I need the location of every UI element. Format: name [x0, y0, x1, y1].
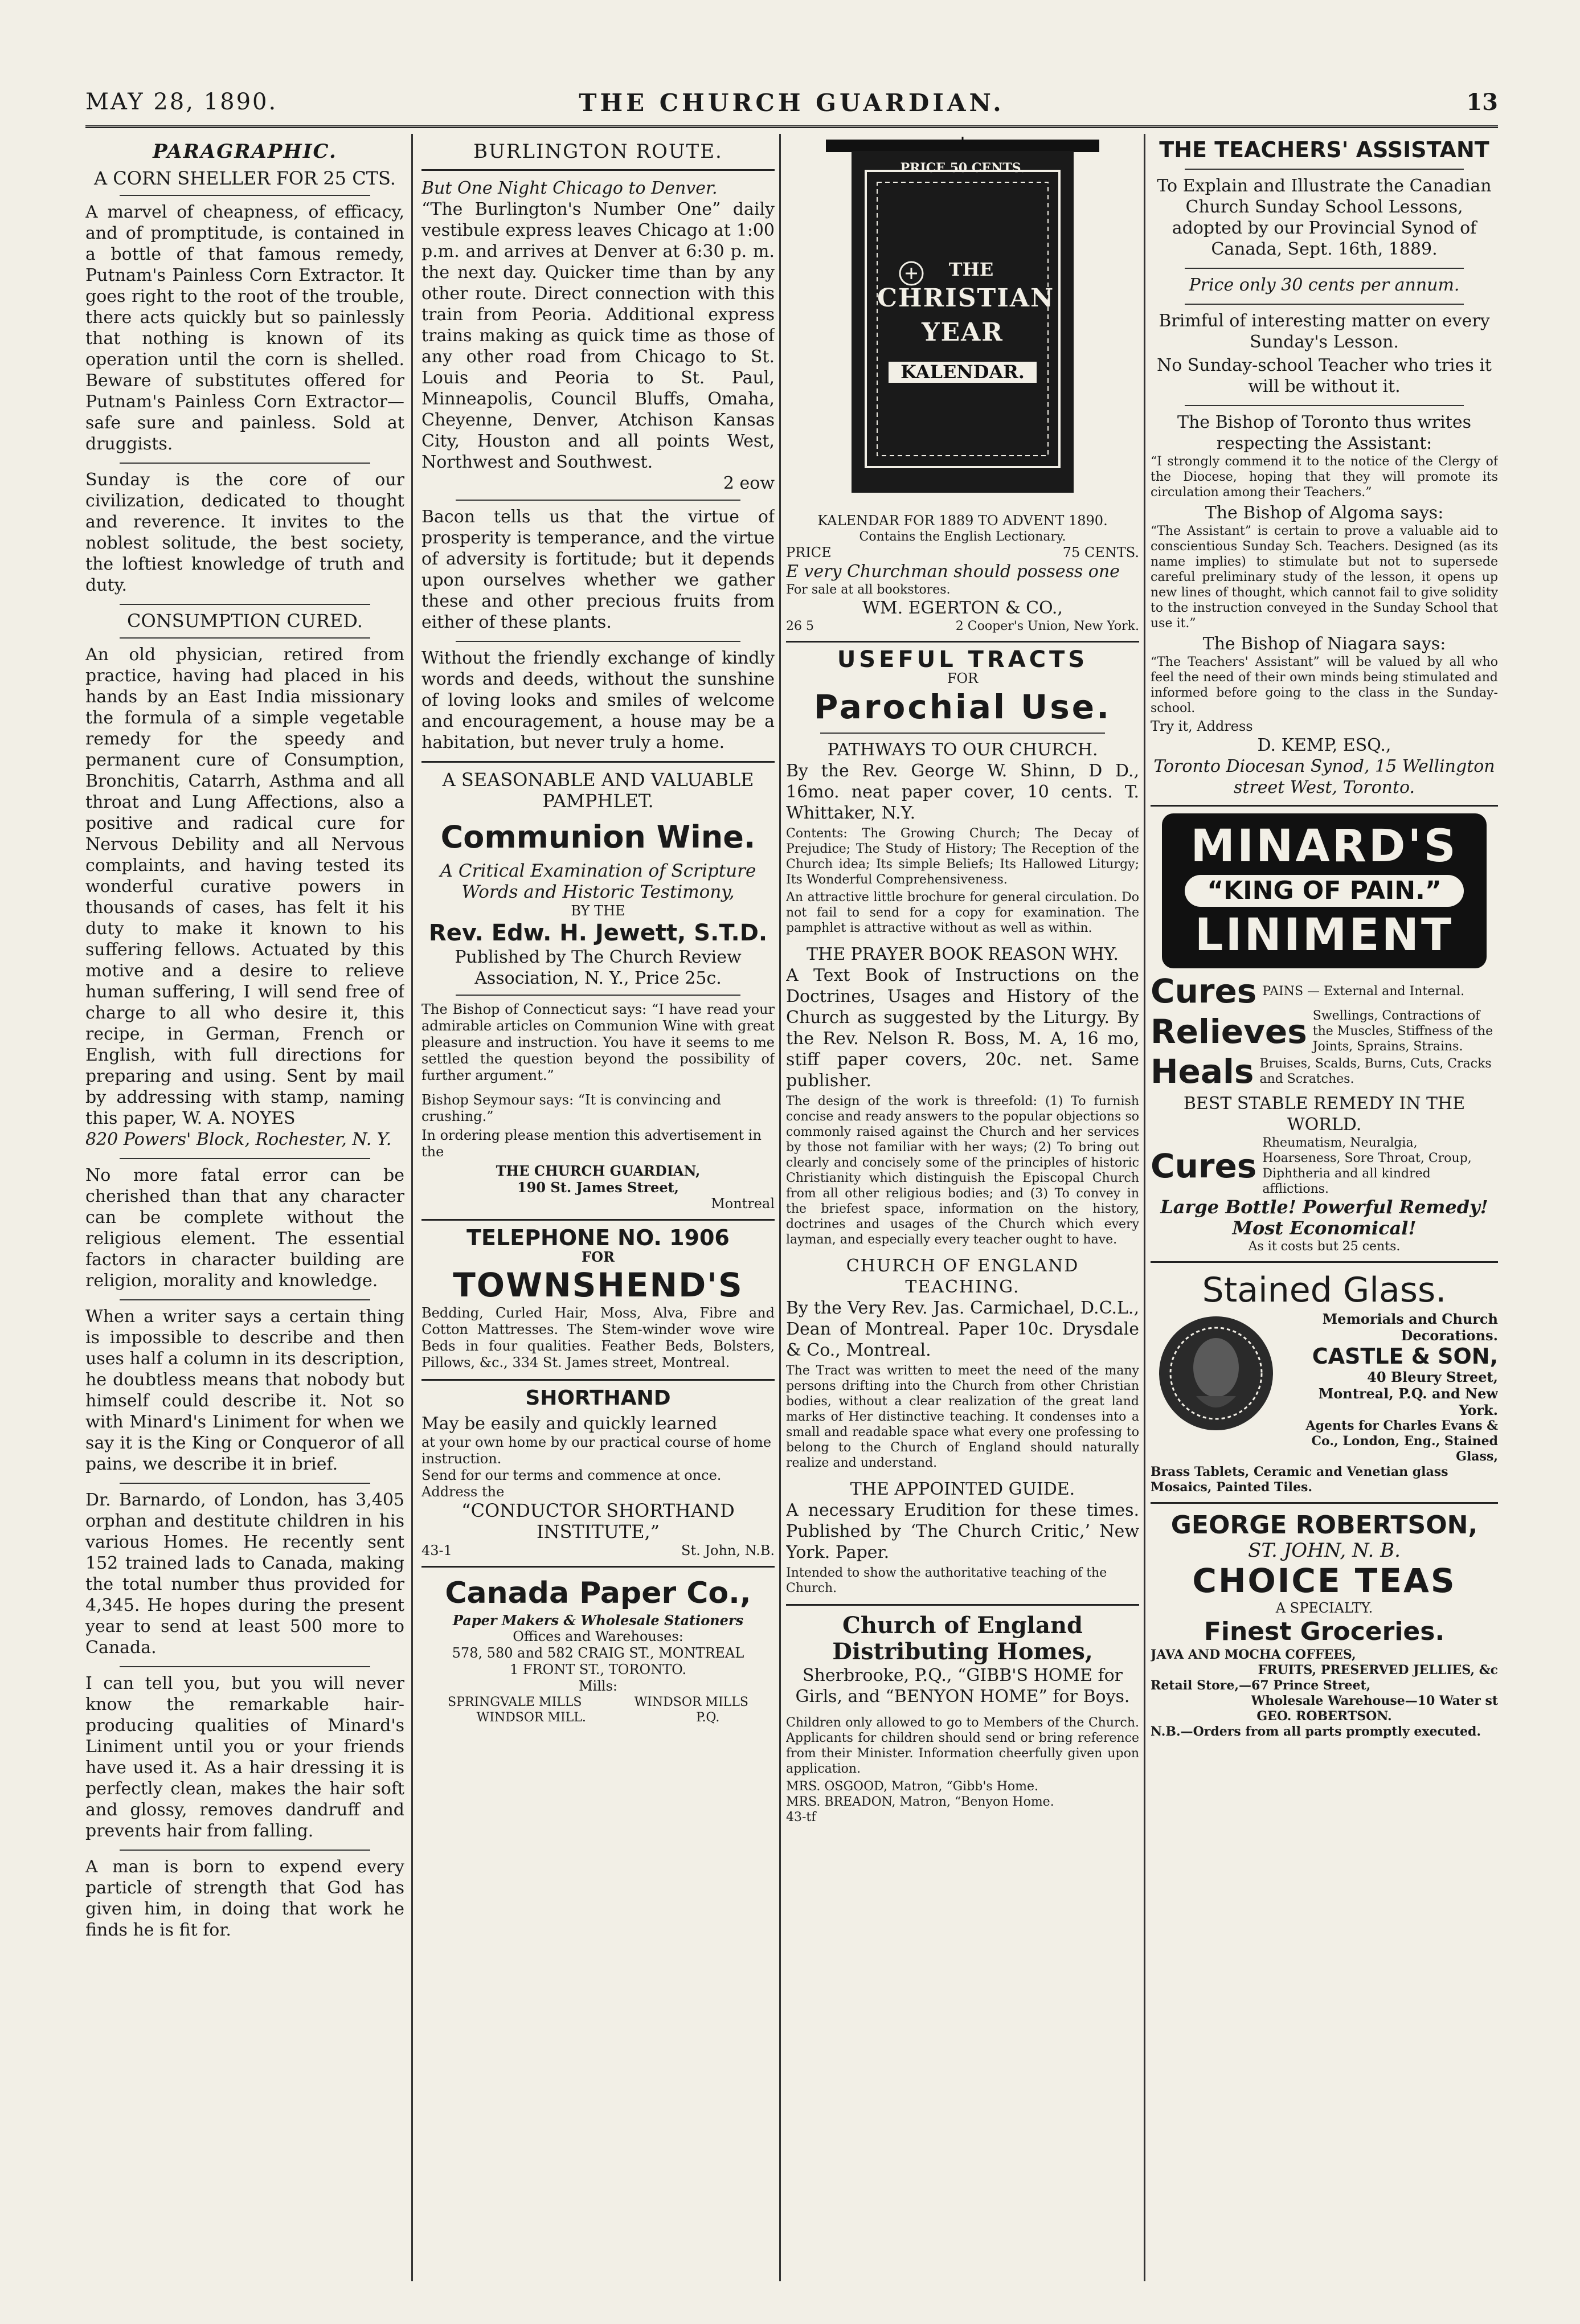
ad-body: “The Burlington's Number One” daily vestibule express leaves Chicago at 1:00 p.m. and arrives at Denver at 6:30 p. m. the next day. Quicker time than by any other route. Direct connection with this train from Peoria. Additional express trains making as quick time as those of any other road from Chicago to St. Louis and Peoria to St. Paul, Minneapolis, Council Bluffs, Omaha, Cheyenne, Denver, Atchison Kansas City, Houston and all points West, Northwest and Southwest.	[421, 199, 775, 472]
ad-headline: Canada Paper Co.,	[445, 1576, 751, 1610]
tract-note: The Tract was written to meet the need of the many persons drifting into the Church from other Christian bodies, without a clear realization of the great land marks of Her distinctive teaching. It condenses into a small and readable space what every one professing to belong to the Church of England should naturally realize and understand.	[786, 1364, 1139, 1470]
ad-address: Toronto Diocesan Synod, 15 Wellington street West, Toronto.	[1153, 756, 1495, 797]
ad-paper-name: THE CHURCH GUARDIAN,	[496, 1163, 701, 1179]
minards-row	[1151, 1054, 1498, 1089]
article-title: A CORN SHELLER FOR 25 CTS.	[94, 167, 396, 189]
article-address: 820 Powers' Block, Rochester, N. Y.	[85, 1130, 392, 1149]
calendar-the: THE	[948, 259, 994, 280]
tract-note: The design of the work is threefold: (1) To furnish concise and ready answers to the popular objections so commonly raised against the Church and her services by those not familiar with her ways; (2) To bring out clearly and concisely some of the principles of historic Christianity which distinguish the Episcopal Church from all other religious bodies; and (3) To convey in the briefest space, information on the history, doctrines and usages of the Church which every layman, and especially every teacher ought to have.	[786, 1094, 1139, 1247]
grocer-teas: CHOICE TEAS	[1192, 1561, 1456, 1600]
ad-mills	[421, 1695, 775, 1710]
ad-small: Mills:	[578, 1678, 617, 1694]
bishop-quote: “The Assistant” is certain to prove a valuable aid to conscientious Sunday Sch. Teachers. Designed (as its name implies) to stimulate but not to supersede careful preliminary study of the lesson, it opens up new lines of thought, which cannot fail to give solidity to the instruction conveyed in the Sunday School that use it.”	[1151, 524, 1498, 631]
calendar-publisher: WM. EGERTON & CO.,	[862, 598, 1063, 618]
divider	[120, 1158, 370, 1159]
calendar-kalendar: KALENDAR.	[889, 362, 1037, 383]
divider	[456, 995, 740, 996]
tract-title: THE APPOINTED GUIDE.	[850, 1479, 1075, 1499]
divider	[1151, 805, 1498, 807]
tract-title: CHURCH OF ENGLAND TEACHING.	[846, 1256, 1079, 1297]
ad-small: Address the	[421, 1484, 505, 1500]
tract-title: PATHWAYS TO OUR CHURCH.	[827, 740, 1098, 760]
column-four	[1151, 137, 1498, 2278]
tract-body: A Text Book of Instructions on the Doctrines, Usages and History of the Church as suggested by the Liturgy. By the Rev. Nelson R. Boss, M. A, 16 mo, stiff paper covers, 20c. net. Same publisher.	[786, 965, 1139, 1091]
calendar-note: E very Churchman should possess one	[786, 562, 1120, 582]
divider	[120, 1666, 370, 1667]
ad-body: To Explain and Illustrate the Canadian Church Sunday School Lessons, adopted by our Provincial Synod of Canada, Sept. 16th, 1889.	[1157, 176, 1492, 259]
minards-keyword: Cures	[1151, 1147, 1257, 1185]
calendar-title: KALENDAR FOR 1889 TO ADVENT 1890.	[817, 513, 1108, 529]
article-body: I can tell you, but you will never know the remarkable hair-producing qualities of Minard's Liniment until you or your friends have used it. As a hair dressing it is perfectly clean, makes the hair soft and glossy, removes dandruff and prevents hair from falling.	[85, 1674, 404, 1841]
ad-city: Montreal	[711, 1196, 775, 1212]
price-value: 75 CENTS.	[1062, 545, 1139, 560]
calendar-price: PRICE 50 CENTS.	[900, 161, 1025, 175]
calendar-contains: Contains the English Lectionary.	[859, 530, 1066, 544]
tract-contents: Contents: The Growing Church; The Decay of Prejudice; The Study of History; The Reception of the Church idea; Its simple Beliefs; Its Hallowed Liturgy; Its Wonderful Comprehensiveness.	[786, 827, 1139, 887]
ad-body: Bedding, Curled Hair, Moss, Alva, Fibre and Cotton Mattresses. The Stem-winder wove wire Beds in four qualities. Feather Beds, Bolsters, Pillows, &c., 334 St. James street, Montreal.	[421, 1305, 775, 1370]
divider	[1151, 1261, 1498, 1263]
grocer-city: ST. JOHN, N. B.	[1248, 1539, 1401, 1562]
column-two	[421, 137, 775, 2278]
minards-keyword: Cures	[1151, 972, 1257, 1010]
homes-headline: Church of England Distributing Homes,	[832, 1612, 1093, 1665]
article-body: Without the friendly exchange of kindly words and deeds, without the sunshine of loving looks and smiles of welcome and encouragement, a house may be a habitation, but never truly a home.	[421, 648, 775, 752]
grocer-line: Retail Store,—67 Prince Street,	[1151, 1678, 1371, 1693]
minards-tagline: Large Bottle! Powerful Remedy! Most Economical!	[1160, 1196, 1488, 1239]
page-number: 13	[1466, 89, 1498, 116]
minards-detail: Bruises, Scalds, Burns, Cuts, Cracks and Scratches.	[1259, 1057, 1492, 1086]
tract-title: THE PRAYER BOOK REASON WHY.	[807, 944, 1119, 964]
column-paragraphic	[85, 137, 404, 2278]
divider	[786, 1604, 1139, 1606]
divider	[421, 169, 775, 171]
grocer-name: GEORGE ROBERTSON,	[1170, 1511, 1478, 1540]
ad-subtitle: A Critical Examination of Scripture Words and Historic Testimony,	[440, 861, 756, 902]
ad-title: BURLINGTON ROUTE.	[473, 140, 723, 163]
ad-title: SHORTHAND	[525, 1386, 671, 1410]
divider	[120, 1299, 370, 1300]
calendar-year: YEAR	[922, 318, 1004, 347]
ad-subtitle: Paper Makers & Wholesale Stationers	[452, 1612, 744, 1629]
tracts-for: FOR	[947, 670, 979, 686]
homes-note: Children only allowed to go to Members of the Church. Applicants for children should send or bring reference from their Minister. Information cheerfully given upon application.	[786, 1716, 1139, 1776]
ad-body: May be easily and quickly learned	[421, 1414, 718, 1434]
homes-matron: MRS. BREADON, Matron, “Benyon Home.	[786, 1795, 1054, 1809]
minards-row	[1151, 1135, 1498, 1197]
ad-subtitle: But One Night Chicago to Denver.	[421, 178, 718, 198]
price-label: PRICE	[786, 545, 832, 560]
ad-small: Agents for Charles Evans & Co., London, Eng., Stained Glass,	[1305, 1418, 1498, 1464]
bishop-quote: “I strongly commend it to the notice of the Clergy of the Diocese, hoping that they will promote its circulation among their Teachers.”	[1151, 455, 1498, 500]
minards-detail: PAINS — External and Internal.	[1262, 984, 1465, 999]
ad-quote: The Bishop of Connecticut says: “I have read your admirable articles on Communion Wine with great pleasure and instruction. You have it seems to me settled the question beyond the possibility of further argument.”	[421, 1001, 775, 1083]
minards-row	[1151, 1008, 1498, 1054]
ad-small: Brass Tablets, Ceramic and Venetian glass Mosaics, Painted Tiles.	[1151, 1464, 1448, 1495]
ad-title: THE TEACHERS' ASSISTANT	[1159, 137, 1489, 162]
stained-glass-ad	[1151, 1311, 1498, 1464]
grocer-specialty: A SPECIALTY.	[1275, 1600, 1373, 1616]
divider	[421, 1219, 775, 1221]
mill-name: WINDSOR MILL.	[476, 1711, 586, 1725]
tract-body: A necessary Erudition for these times. Published by ‘The Church Critic,’ New York. Paper.	[786, 1500, 1139, 1562]
stained-glass-title: Stained Glass.	[1202, 1270, 1447, 1310]
ad-city: St. John, N.B.	[681, 1542, 775, 1558]
calendar-price-row	[786, 545, 1139, 561]
grocer-headline: Finest Groceries.	[1204, 1617, 1445, 1646]
article-title: CONSUMPTION CURED.	[127, 610, 363, 632]
minards-stable: BEST STABLE REMEDY IN THE WORLD.	[1183, 1094, 1466, 1135]
tracts-headline: Parochial Use.	[813, 688, 1112, 726]
ad-for: FOR	[582, 1249, 615, 1265]
divider	[1185, 268, 1464, 269]
ad-small: Offices and Warehouses:	[513, 1629, 683, 1644]
ad-publisher: Published by The Church Review Association, N. Y., Price 25c.	[455, 947, 742, 988]
minards-name: MINARD'S	[1190, 821, 1458, 872]
minards-banner	[1162, 813, 1487, 968]
masthead	[85, 85, 1498, 128]
divider	[786, 641, 1139, 643]
article-body: When a writer says a certain thing is impossible to describe and then uses half a column in its description, he doubtless means that nobody but himself could describe it. Not so with Minard's Liniment for when we say it is the King or Conqueror of all pains, we describe it in brief.	[85, 1307, 404, 1474]
ad-by: BY THE	[571, 903, 625, 919]
issue-date: MAY 28, 1890.	[85, 89, 278, 115]
divider	[120, 195, 370, 196]
ad-address: 2 Cooper's Union, New York.	[955, 619, 1139, 633]
article-body: A marvel of cheapness, of efficacy, and of promptitude, is contained in a bottle of that famous remedy, Putnam's Painless Corn Extractor. It goes right to the root of the trouble, there acts quickly but so painlessly that nothing is known of its operation until the corn is shelled. Beware of substitutes offered for Putnam's Painless Corn Extractor—safe sure and painless. Sold at druggists.	[85, 202, 404, 454]
grocer-line: GEO. ROBERTSON.	[1256, 1709, 1392, 1724]
minards-detail: Rheumatism, Neuralgia, Hoarseness, Sore Throat, Croup, Diphtheria and all kindred afflictions.	[1262, 1136, 1472, 1196]
column-three	[786, 137, 1139, 2278]
calendar-footer	[786, 619, 1139, 634]
tract-note: An attractive little brochure for general circulation. Do not fail to send for a copy for examination. The pamphlet is attractive without as well as within.	[786, 890, 1139, 935]
ad-quote: Bishop Seymour says: “It is convincing and crushing.”	[421, 1092, 722, 1124]
tract-body: By the Rev. George W. Shinn, D D., 16mo. neat paper cover, 10 cents. T. Whittaker, N.Y.	[786, 761, 1139, 823]
grocer-line: JAVA AND MOCHA COFFEES,	[1151, 1647, 1356, 1662]
divider	[120, 1483, 370, 1484]
divider	[120, 1850, 370, 1851]
minards-liniment: LINIMENT	[1194, 910, 1454, 961]
calendar-sale: For sale at all bookstores.	[786, 583, 951, 597]
ad-code: 2 eow	[723, 473, 775, 493]
ad-body: No Sunday-school Teacher who tries it will be without it.	[1157, 355, 1492, 396]
ad-price: Price only 30 cents per annum.	[1189, 275, 1460, 295]
minards-keyword: Heals	[1151, 1052, 1254, 1091]
calendar-illustration	[820, 137, 1105, 507]
divider	[421, 1566, 775, 1568]
tract-body: By the Very Rev. Jas. Carmichael, D.C.L., Dean of Montreal. Paper 10c. Drysdale & Co., Montreal.	[786, 1298, 1139, 1360]
homes-body: Sherbrooke, P.Q., “GIBB'S HOME for Girls, and “BENYON HOME” for Boys.	[795, 1666, 1130, 1707]
bishop-line: The Bishop of Niagara says:	[1202, 634, 1446, 654]
ad-name: D. KEMP, ESQ.,	[1257, 735, 1391, 755]
homes-matron: MRS. OSGOOD, Matron, “Gibb's Home.	[786, 1779, 1039, 1794]
article-body: No more fatal error can be cherished than that any character can be complete without the religious element. The essential factors in character building are religion, morality and knowledge.	[85, 1165, 404, 1291]
divider	[1151, 1502, 1498, 1504]
bishop-quote: “The Teachers' Assistant” will be valued by all who feel the need of their own minds being stimulated and informed before going to the class in the Sunday-school.	[1151, 655, 1498, 715]
divider	[120, 463, 370, 464]
bishop-line: The Bishop of Algoma says:	[1205, 503, 1444, 523]
ad-institute: “CONDUCTOR SHORTHAND INSTITUTE,”	[461, 1500, 735, 1542]
divider	[1185, 304, 1464, 305]
ad-note: In ordering please mention this advertisement in the	[421, 1127, 762, 1160]
article-body: Sunday is the core of our civilization, dedicated to thought and reverence. It invites to the noblest solitude, the best society, the loftiest knowledge of truth and duty.	[85, 470, 404, 595]
minards-detail: Swellings, Contractions of the Muscles, Stiffness of the Joints, Sprains, Strains.	[1312, 1009, 1493, 1054]
calendar-christian: CHRISTIAN	[877, 284, 1055, 313]
bishop-line: The Bishop of Toronto thus writes respecting the Assistant:	[1177, 412, 1472, 453]
article-body: An old physician, retired from practice, having had placed in his hands by an East India missionary the formula of a simple vegetable remedy for the speedy and permanent cure of Consumption, Bronchitis, Catarrh, Asthma and all throat and Lung Affections, also a positive and radical cure for Nervous Debility and all Nervous complaints, and having tested its wonderful curative powers in thousands of cases, has felt it his duty to make it known to his suffering fellows. Actuated by this motive and a desire to relieve human suffering, I will send free of charge to all who desire it, this recipe, in German, French or English, with full directions for preparing and using. Sent by mail by addressing with stamp, naming this paper, W. A. NOYES	[85, 645, 404, 1128]
minards-keyword: Relieves	[1151, 1012, 1307, 1051]
ad-address: 1 FRONT ST., TORONTO.	[509, 1662, 687, 1677]
ad-body: Brimful of interesting matter on every Sunday's Lesson.	[1159, 311, 1490, 352]
ad-small: Send for our terms and commence at once.	[421, 1467, 722, 1483]
ad-headline: TOWNSHEND'S	[453, 1266, 743, 1304]
divider	[456, 641, 740, 642]
ad-small: Try it, Address	[1151, 718, 1253, 734]
ad-firm: CASTLE & SON,	[1312, 1344, 1498, 1369]
ad-code: 26 5	[786, 619, 814, 633]
ad-mills	[421, 1710, 775, 1725]
article-body: A man is born to expend every particle of strength that God has given him, in doing that work he finds he is fit for.	[85, 1857, 404, 1940]
tracts-title: USEFUL TRACTS	[837, 647, 1088, 673]
divider	[1185, 169, 1464, 170]
christ-portrait-icon	[1151, 1311, 1282, 1436]
divider	[120, 604, 370, 605]
article-body: Bacon tells us that the virtue of prosperity is temperance, and the virtue of adversity is fortitude; but it depends upon ourselves whether we gather these and other precious fruits from either of these plants.	[421, 507, 775, 632]
newspaper-title: THE CHURCH GUARDIAN.	[579, 89, 1005, 117]
grocer-line: FRUITS, PRESERVED JELLIES, &c	[1258, 1663, 1498, 1677]
ad-address: 578, 580 and 582 CRAIG ST., MONTREAL	[452, 1645, 744, 1661]
minards-cost: As it costs but 25 cents.	[1248, 1239, 1401, 1254]
mill-name: P.Q.	[696, 1711, 720, 1725]
column-rule	[1144, 134, 1145, 2281]
ad-author: Rev. Edw. H. Jewett, S.T.D.	[428, 920, 768, 946]
mill-name: SPRINGVALE MILLS	[448, 1695, 582, 1709]
grocer-line: Wholesale Warehouse—10 Water st	[1251, 1693, 1498, 1708]
ad-code: 43-tf	[786, 1810, 816, 1824]
ad-small: Memorials and Church Decorations.	[1322, 1311, 1498, 1344]
section-heading: PARAGRAPHIC.	[153, 140, 337, 163]
ad-title: A SEASONABLE AND VALUABLE PAMPHLET.	[442, 769, 754, 812]
divider	[421, 1379, 775, 1381]
grocer-line: N.B.—Orders from all parts promptly executed.	[1151, 1724, 1481, 1739]
minards-slogan: “KING OF PAIN.”	[1185, 875, 1464, 907]
column-rule	[779, 134, 781, 2281]
ad-title: TELEPHONE NO. 1906	[466, 1225, 730, 1250]
ad-address: 40 Bleury Street, Montreal, P.Q. and New York.	[1318, 1369, 1498, 1418]
divider	[820, 733, 1105, 734]
ad-street: 190 St. James Street,	[517, 1179, 680, 1196]
divider	[456, 500, 740, 501]
ad-headline: Communion Wine.	[440, 819, 756, 855]
divider	[1185, 405, 1464, 406]
tract-note: Intended to show the authoritative teaching of the Church.	[786, 1566, 1107, 1595]
divider	[421, 761, 775, 763]
article-body: Dr. Barnardo, of London, has 3,405 orphan and destitute children in his various Homes. He recently sent 152 trained lads to Canada, making the total number thus provided for 4,345. He hopes during the present year to send at least 500 more to Canada.	[85, 1490, 404, 1658]
ad-code: 43-1	[421, 1542, 452, 1558]
minards-row	[1151, 974, 1498, 1008]
ad-small: at your own home by our practical course of home instruction.	[421, 1434, 772, 1467]
stained-glass-text	[1287, 1311, 1498, 1464]
ad-footer	[421, 1542, 775, 1559]
mill-name: WINDSOR MILLS	[634, 1695, 748, 1709]
column-rule	[411, 134, 413, 2281]
divider	[120, 637, 370, 639]
